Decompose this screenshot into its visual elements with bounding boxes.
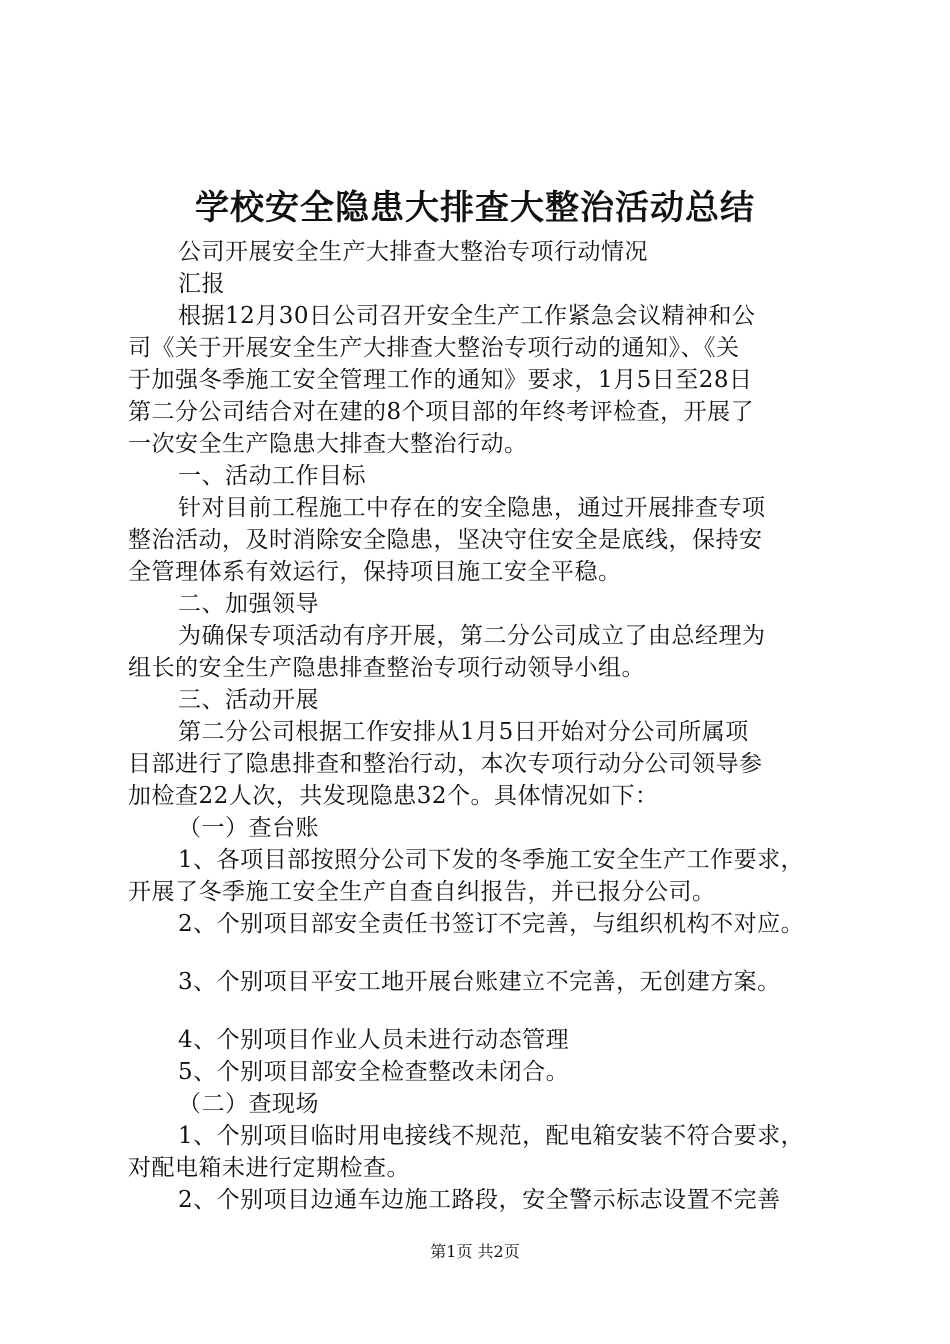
paragraph-line: 针对目前工程施工中存在的安全隐患，通过开展排查专项 [178, 495, 766, 521]
list-item: 1、各项目部按照分公司下发的冬季施工安全生产工作要求， [178, 847, 805, 873]
document-title: 学校安全隐患大排查大整治活动总结 [195, 188, 755, 228]
list-item: 5、个别项目部安全检查整改未闭合。 [178, 1059, 570, 1085]
paragraph-line: 组长的安全生产隐患排查整治专项行动领导小组。 [128, 655, 645, 681]
list-item: 1、个别项目临时用电接线不规范，配电箱安装不符合要求， [178, 1123, 805, 1149]
subsection-heading: （二）查现场 [178, 1091, 319, 1117]
paragraph-line: 整治活动，及时消除安全隐患，坚决守住安全是底线，保持安 [128, 527, 763, 553]
section-heading: 二、加强领导 [178, 591, 319, 617]
list-item-continuation: 开展了冬季施工安全生产自查自纠报告，并已报分公司。 [128, 879, 716, 905]
paragraph-line: 全管理体系有效运行，保持项目施工安全平稳。 [128, 559, 622, 585]
list-item-continuation: 对配电箱未进行定期检查。 [128, 1155, 410, 1181]
section-heading: 一、活动工作目标 [178, 463, 366, 489]
list-item: 2、个别项目边通车边施工路段，安全警示标志设置不完善 [178, 1187, 781, 1213]
paragraph-line: 司《关于开展安全生产大排查大整治专项行动的通知》、《关 [128, 335, 740, 361]
list-item: 2、个别项目部安全责任书签订不完善，与组织机构不对应。 [178, 911, 805, 937]
section-heading: 三、活动开展 [178, 687, 319, 713]
paragraph-line: 第二分公司结合对在建的8个项目部的年终考评检查，开展了 [128, 399, 755, 425]
paragraph-line: 为确保专项活动有序开展，第二分公司成立了由总经理为 [178, 623, 766, 649]
list-item: 4、个别项目作业人员未进行动态管理 [178, 1027, 570, 1053]
subtitle-line-1: 公司开展安全生产大排查大整治专项行动情况 [178, 239, 648, 265]
subtitle-line-2: 汇报 [178, 271, 225, 297]
paragraph-line: 目部进行了隐患排查和整治行动，本次专项行动分公司领导参 [128, 751, 763, 777]
paragraph-line: 根据12月30日公司召开安全生产工作紧急会议精神和公 [178, 303, 756, 329]
paragraph-line: 加检查22人次，共发现隐患32个。具体情况如下： [128, 783, 659, 809]
paragraph-line: 于加强冬季施工安全管理工作的通知》要求，1月5日至28日 [128, 367, 753, 393]
subsection-heading: （一）查台账 [178, 815, 319, 841]
page-footer: 第1页 共2页 [430, 1242, 520, 1261]
paragraph-line: 第二分公司根据工作安排从1月5日开始对分公司所属项 [178, 719, 749, 745]
paragraph-line: 一次安全生产隐患大排查大整治行动。 [128, 431, 528, 457]
list-item: 3、个别项目平安工地开展台账建立不完善，无创建方案。 [178, 969, 781, 995]
